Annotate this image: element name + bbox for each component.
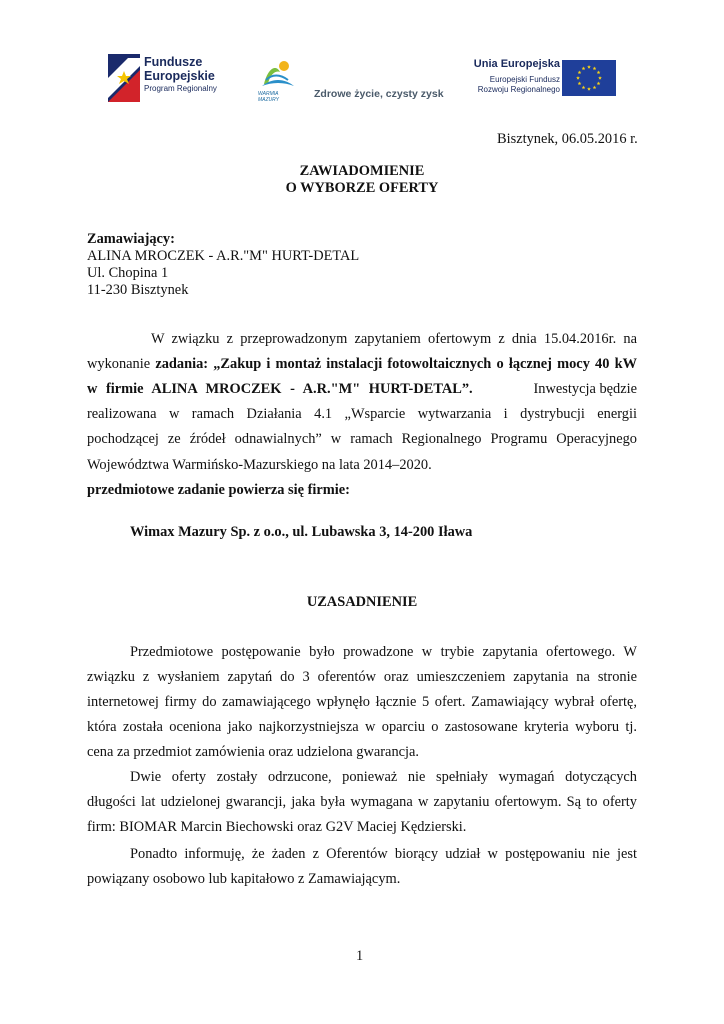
mazury-text: MAZURY (258, 97, 279, 103)
intro-line-2b: zadania: „Zakup i montaż instalacji fotowoltaicznych o łącznej mocy 40 kW (155, 356, 637, 372)
warmia-mazury-logo (256, 58, 444, 106)
warmia-text: WARMIA (258, 91, 279, 97)
title-line2: O WYBORZE OFERTY (285, 180, 439, 196)
fundusze-line3: Program Regionalny (144, 84, 217, 93)
orderer-block (87, 231, 359, 299)
eu-line3: Rozwoju Regionalnego (477, 85, 560, 94)
just-p1-line-3: internetowej firmy do zamawiającego wpłynęło łącznie 5 ofert. Zamawiający wybrał ofertę, (87, 694, 637, 710)
intro-line-5: pochodzącej ze źródeł odnawialnych” w ramach Regionalnego Programu Operacyjnego (87, 431, 637, 447)
eu-logo (452, 58, 622, 102)
intro-line-2 (87, 356, 637, 373)
just-p1-line-5: cena za przedmiot zamówienia oraz udzielona gwarancja. (87, 744, 420, 760)
intro-line-3b: Inwestycja będzie (533, 381, 637, 397)
just-p2-line-2: długości lat udzielonej gwarancji, jaka była wymagana w zapytaniu ofertowym. Są to oferty (87, 794, 637, 810)
orderer-name: ALINA MROCZEK - A.R."M" HURT-DETAL (87, 248, 360, 264)
intro-line-6: Województwa Warmińsko-Mazurskiego na lata 2014–2020. (87, 457, 432, 473)
warmia-slogan: Zdrowe życie, czysty zysk (314, 88, 444, 100)
just-p1-line-4: która została oceniona jako najkorzystniejsza w oparciu o zastosowane kryteria wyboru tj. (87, 719, 637, 735)
intro-line-4: realizowana w ramach Działania 4.1 „Wsparcie wytwarzania i dystrybucji energii (87, 406, 637, 422)
just-p1-line-2: związku z wysłaniem zapytań do 3 oferentów oraz umieszczeniem zapytania na stronie (87, 669, 637, 685)
orderer-label: Zamawiający: (87, 231, 175, 247)
eu-line2: Europejski Fundusz (489, 75, 560, 84)
just-p2-line-3: firm: BIOMAR Marcin Biechowski oraz G2V Maciej Kędzierski. (87, 819, 467, 835)
title-line1: ZAWIADOMIENIE (299, 163, 425, 179)
intro-line-3a: w firmie ALINA MROCZEK - A.R."M" HURT-DETAL”. (87, 381, 473, 397)
fundusze-flag-icon (108, 54, 140, 102)
orderer-city: 11-230 Bisztynek (87, 282, 189, 298)
just-p2-line-1: Dwie oferty zostały odrzucone, ponieważ nie spełniały wymagań dotyczących (130, 769, 637, 785)
eu-flag-icon (562, 60, 616, 96)
justification-heading: UZASADNIENIE (306, 594, 418, 610)
winner-company: Wimax Mazury Sp. z o.o., ul. Lubawska 3, 14-200 Iława (130, 524, 473, 540)
page-number: 1 (356, 948, 364, 964)
intro-line-2a: wykonanie (87, 356, 156, 372)
warmia-mazury-emblem-icon (258, 58, 298, 90)
eu-title: Unia Europejska (473, 58, 560, 70)
intro-line-7: przedmiotowe zadanie powierza się firmie: (87, 482, 350, 498)
just-p3-line-1: Ponadto informuję, że żaden z Oferentów biorący udział w postępowaniu nie jest (130, 846, 637, 862)
intro-line-1: W związku z przeprowadzonym zapytaniem ofertowym z dnia 15.04.2016r. na (151, 331, 637, 347)
fundusze-line1: Fundusze (144, 55, 203, 69)
just-p3-line-2: powiązany osobowo lub kapitałowo z Zamawiającym. (87, 871, 401, 887)
intro-line-3 (87, 381, 637, 398)
fundusze-line2: Europejskie (144, 69, 215, 83)
fundusze-europejskie-logo (108, 54, 238, 104)
place-date: Bisztynek, 06.05.2016 r. (497, 131, 638, 147)
orderer-street: Ul. Chopina 1 (87, 265, 169, 281)
just-p1-line-1: Przedmiotowe postępowanie było prowadzone w trybie zapytania ofertowego. W (130, 644, 637, 660)
document-title (87, 163, 637, 197)
